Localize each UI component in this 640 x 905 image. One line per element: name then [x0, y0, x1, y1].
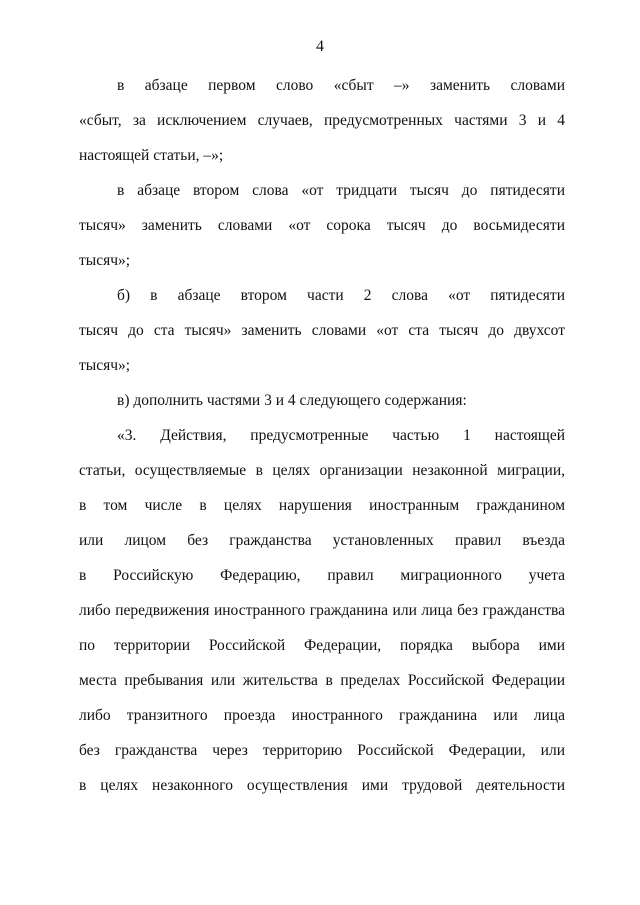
text-line: тысяч до ста тысяч» заменить словами «от ста тысяч до двухсот	[79, 322, 565, 339]
text-line: в абзаце втором слова «от тридцати тысяч до пятидесяти	[117, 182, 565, 199]
text-line: в абзаце первом слово «сбыт –» заменить словами	[117, 77, 565, 94]
text-line: настоящей статьи, –»;	[79, 147, 224, 164]
text-line: в) дополнить частями 3 и 4 следующего содержания:	[117, 392, 467, 409]
page-number: 4	[316, 38, 324, 55]
text-line: тысяч»;	[79, 252, 131, 269]
text-line: б) в абзаце втором части 2 слова «от пятидесяти	[117, 287, 565, 304]
text-line: в целях незаконного осуществления ими трудовой деятельности	[79, 777, 565, 794]
text-line: или лицом без гражданства установленных правил въезда	[79, 532, 565, 549]
text-line: тысяч»;	[79, 357, 131, 374]
text-line: тысяч» заменить словами «от сорока тысяч до восьмидесяти	[79, 217, 565, 234]
text-line: в том числе в целях нарушения иностранным гражданином	[79, 497, 565, 514]
text-line: по территории Российской Федерации, порядка выбора ими	[79, 637, 565, 654]
text-line: места пребывания или жительства в пределах Российской Федерации	[79, 672, 565, 689]
text-line: без гражданства через территорию Российской Федерации, или	[79, 742, 565, 759]
text-line: в Российскую Федерацию, правил миграционного учета	[79, 567, 565, 584]
text-line: «сбыт, за исключением случаев, предусмотренных частями 3 и 4	[79, 112, 565, 129]
text-line: либо транзитного проезда иностранного гражданина или лица	[79, 707, 565, 724]
text-line: либо передвижения иностранного гражданина или лица без гражданства	[79, 602, 565, 619]
text-line: статьи, осуществляемые в целях организации незаконной миграции,	[79, 462, 565, 479]
text-line: «3. Действия, предусмотренные частью 1 настоящей	[117, 427, 565, 444]
